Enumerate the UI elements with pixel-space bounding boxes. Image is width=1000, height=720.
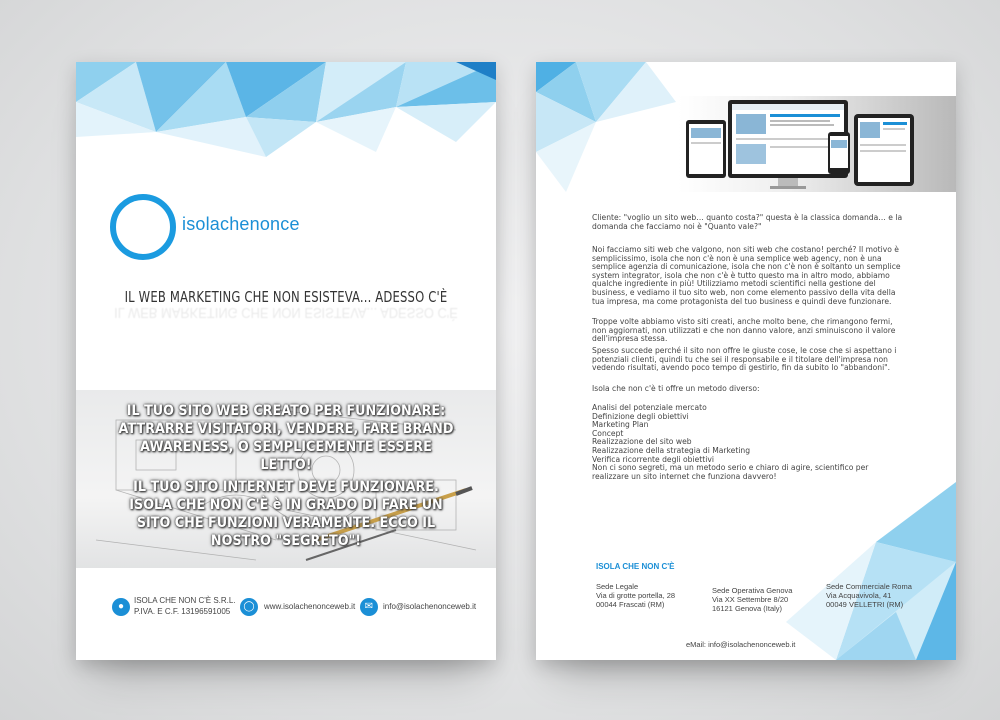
sede-commerciale-title: Sede Commerciale Roma xyxy=(826,582,912,591)
front-footer xyxy=(76,582,496,630)
back-page xyxy=(536,62,956,660)
front-page xyxy=(76,62,496,660)
sketch-banner xyxy=(76,390,496,568)
list-item: Non ci sono segreti, ma un metodo serio e chiaro di agire, scientifico per realizzare un sito internet che funziona davvero! xyxy=(592,463,869,481)
paragraph-3: Spesso succede perché il sito non offre le giuste cose, le cose che si aspettano i potenziali clienti, quindi tu che sei il responsabile e il titolare dell'impresa non vedendo risultati, avendo poco tempo di gestirlo, fin da subito lo "abbandoni". xyxy=(592,346,897,373)
logo-text: isolachenonce xyxy=(182,214,300,234)
banner-paragraph-1: IL TUO SITO WEB CREATO PER FUNZIONARE: ATTRARRE VISITATORI, VENDERE, FARE BRAND AWARENESS, O SEMPLICEMENTE ESSERE LETTO! xyxy=(118,403,454,473)
company-vat: P.IVA. E C.F. 13196591005 xyxy=(134,607,231,616)
logo-circle xyxy=(110,194,176,260)
paragraph-4: Isola che non c'è ti offre un metodo diverso: xyxy=(592,384,760,393)
headline-reflection: IL WEB MARKETING CHE NON ESISTEVA... ADESSO C'È xyxy=(114,304,458,321)
company-name: ISOLA CHE NON C'È S.R.L. xyxy=(134,596,236,605)
sede-operativa-line1: Via XX Settembre 8/20 xyxy=(712,595,789,604)
list-item: Marketing Plan xyxy=(592,420,649,430)
sede-commerciale-line1: Via Acquavivola, 41 xyxy=(826,591,892,600)
mail-icon: ✉ xyxy=(360,598,378,616)
sede-legale xyxy=(596,582,675,609)
list-item: Realizzazione del sito web xyxy=(592,437,692,447)
intro-paragraph: Cliente: "voglio un sito web… quanto costa?" questa è la classica domanda… e la domanda che facciamo noi è "Quanto vale?" xyxy=(592,213,903,231)
devices-mockup-image xyxy=(678,96,956,192)
contacts-title: ISOLA CHE NON C'È xyxy=(596,562,675,571)
paragraph-2: Troppe volte abbiamo visto siti creati, anche molto bene, che rimangono fermi, non aggiornati, non utilizzati e che non danno valore, anzi sminuiscono il valore dell'impresa stessa. xyxy=(592,317,896,344)
sede-legale-line1: Via di grotte portella, 28 xyxy=(596,591,676,600)
contact-email[interactable]: eMail: info@isolachenonceweb.it xyxy=(686,640,796,649)
list-item: Realizzazione della strategia di Marketing xyxy=(592,445,751,455)
list-item: Definizione degli obiettivi xyxy=(592,411,689,421)
sede-legale-title: Sede Legale xyxy=(596,582,639,591)
headline: IL WEB MARKETING CHE NON ESISTEVA... ADESSO C'È xyxy=(124,288,448,306)
responsive-devices-illustration xyxy=(678,96,956,192)
website-link[interactable]: www.isolachenonceweb.it xyxy=(264,602,356,611)
list-item: Analisi del potenziale mercato xyxy=(592,403,707,412)
email-link[interactable]: info@isolachenonceweb.it xyxy=(383,602,477,611)
sede-legale-line2: 00044 Frascati (RM) xyxy=(596,600,665,609)
method-list xyxy=(592,404,904,481)
sede-operativa-line2: 16121 Genova (Italy) xyxy=(712,604,783,613)
paragraph-1: Noi facciamo siti web che valgono, non siti web che costano! perché? Il motivo è semplicissimo, isola che non c'è non è una semplice web agency, non è una semplice agenzia di comunicazione, isola che non c'è non è soltanto un semplice system integrator, isola che non c'è è tutto questo ma in altro modo, abbiamo qualche ingrediente in più! Utilizziamo metodi scientifici nella gestione del business, e vediamo il tuo sito web, non come elemento passivo della vita della tua impresa, ma come protagonista del tuo business e quindi deve funzionare. xyxy=(592,245,901,306)
sede-operativa-title: Sede Operativa Genova xyxy=(712,586,793,595)
globe-icon: ◯ xyxy=(240,598,258,616)
sede-operativa xyxy=(712,586,792,613)
sede-commerciale xyxy=(826,582,912,609)
sede-commerciale-line2: 00049 VELLETRI (RM) xyxy=(826,600,904,609)
list-item: Concept xyxy=(592,428,624,438)
polygon-header-decoration xyxy=(76,62,496,172)
list-item: Verifica ricorrente degli obiettivi xyxy=(592,454,714,464)
banner-paragraph-2: IL TUO SITO INTERNET DEVE FUNZIONARE. ISOLA CHE NON C'È è IN GRADO DI FARE UN SITO CHE FUNZIONI VERAMENTE. ECCO IL NOSTRO "SEGRETO"! xyxy=(129,479,443,549)
location-pin-icon: ● xyxy=(112,598,130,616)
